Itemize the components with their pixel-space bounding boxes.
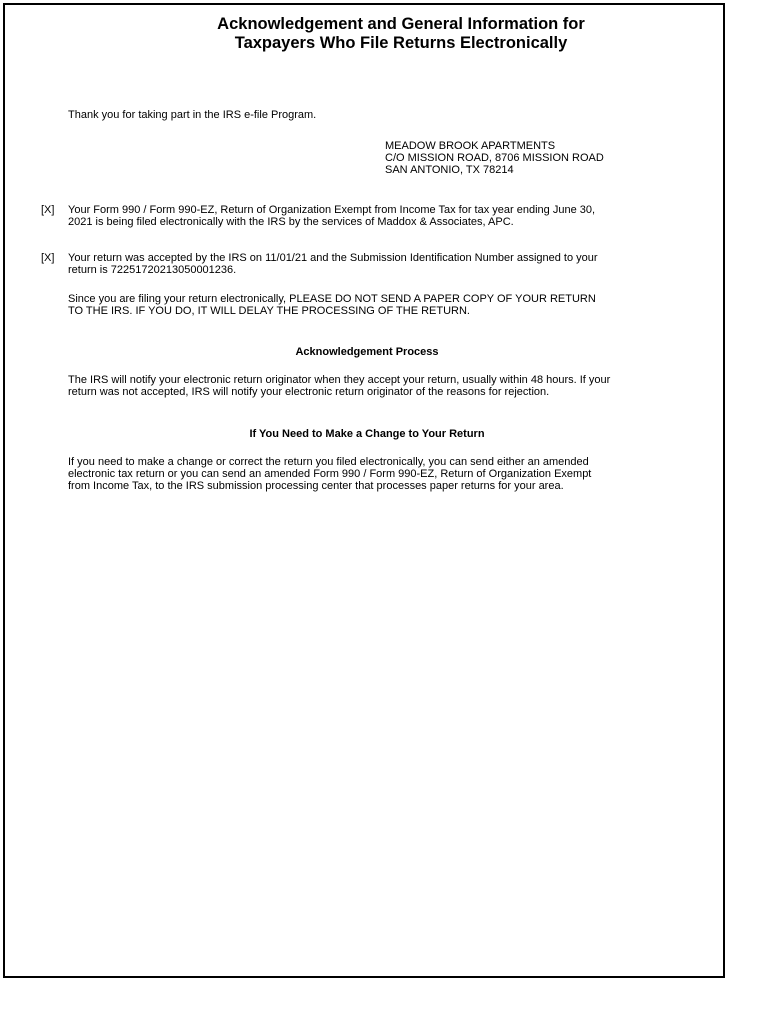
checked-box-marker: [X] xyxy=(41,252,55,264)
document-title-line1: Acknowledgement and General Information for xyxy=(217,15,585,33)
document-title-line2: Taxpayers Who File Returns Electronically xyxy=(234,34,568,52)
filing-statement-text: Your Form 990 / Form 990-EZ, Return of Organization Exempt from Income Tax for tax year ending June 30, 2021 is being filed electronically with the IRS by the services of Maddox & Associates, APC. xyxy=(68,204,596,228)
acknowledgement-process-text: The IRS will notify your electronic return originator when they accept your return, usually within 48 hours. If your return was not accepted, IRS will notify your electronic return originator of the reasons for rejection. xyxy=(68,374,611,398)
taxpayer-address xyxy=(385,140,604,176)
thank-you-text: Thank you for taking part in the IRS e-file Program. xyxy=(68,109,317,121)
change-return-heading: If You Need to Make a Change to Your Return xyxy=(249,428,485,440)
document-title xyxy=(5,15,770,53)
acceptance-statement-text: Your return was accepted by the IRS on 11/01/21 and the Submission Identification Number assigned to your return is 72251720213050001236. xyxy=(68,252,598,276)
acknowledgement-process-heading: Acknowledgement Process xyxy=(295,346,439,358)
document-page xyxy=(3,3,725,978)
change-return-text: If you need to make a change or correct the return you filed electronically, you can send either an amended electronic tax return or you can send an amended Form 990 / Form 990-EZ, Return of Organization Exempt from Income Tax, to the IRS submission processing center that processes paper returns for your area. xyxy=(68,456,592,492)
address-line-3: SAN ANTONIO, TX 78214 xyxy=(385,164,514,176)
checked-box-marker: [X] xyxy=(41,204,55,216)
address-line-2: C/O MISSION ROAD, 8706 MISSION ROAD xyxy=(385,152,604,164)
address-line-1: MEADOW BROOK APARTMENTS xyxy=(385,140,556,152)
paper-copy-notice: Since you are filing your return electronically, PLEASE DO NOT SEND A PAPER COPY OF YOUR RETURN TO THE IRS. IF YOU DO, IT WILL DELAY THE PROCESSING OF THE RETURN. xyxy=(68,293,596,317)
